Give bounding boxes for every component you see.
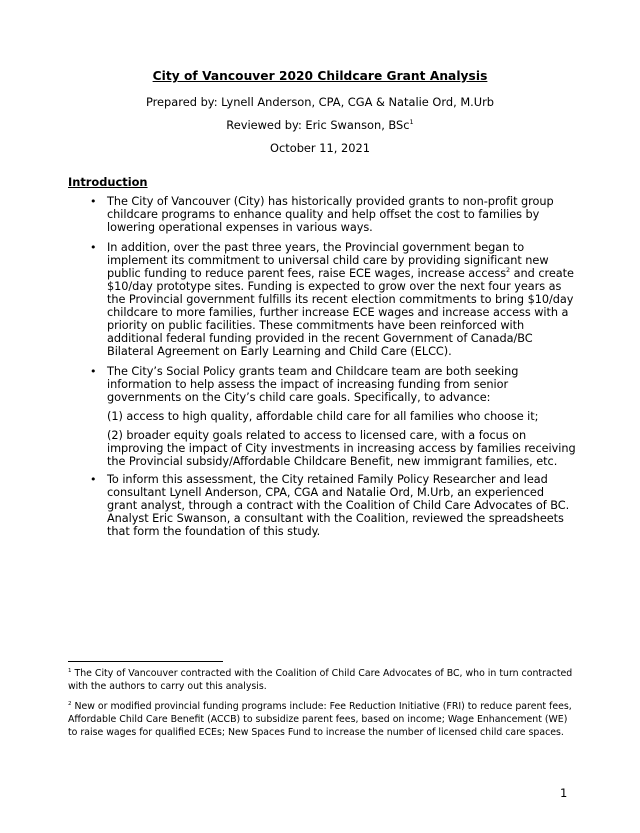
bullet-item: [90, 241, 577, 358]
bullet-item: [90, 365, 577, 468]
footnote-ref-2: 2: [506, 266, 511, 274]
bullet-paragraph: [107, 241, 577, 358]
bullet-paragraph: To inform this assessment, the City retained Family Policy Researcher and lead consultant Lynell Anderson, CPA, CGA and Natalie Ord, M.Urb, an experienced grant analyst, through a contract with the Coalition of Child Care Advocates of BC. Analyst Eric Swanson, a consultant with the Coalition, reviewed the spreadsheets that form the foundation of this study.: [107, 473, 570, 538]
reviewed-by-line: [0, 118, 640, 132]
bullet-icon: •: [90, 195, 97, 208]
reviewed-by-text: Reviewed by: Eric Swanson, BSc: [226, 118, 410, 132]
bullet-icon: •: [90, 241, 97, 254]
document-date: October 11, 2021: [270, 141, 370, 155]
footnote-ref-1: 1: [409, 118, 414, 126]
introduction-heading: Introduction: [68, 175, 148, 189]
goal-2-paragraph: (2) broader equity goals related to access to licensed care, with a focus on improving the impact of City investments in increasing access by families receiving the Provincial subsidy/Affordable Childcare Benefit, new immigrant families, etc.: [107, 429, 576, 468]
page-number: 1: [560, 786, 568, 800]
bullet-text-before-ref: In addition, over the past three years, the Provincial government began to implement its commitment to universal child care by providing significant new public funding to reduce parent fees, raise ECE wages, increase access: [107, 241, 549, 280]
bullet-icon: •: [90, 365, 97, 378]
footnote-text: New or modified provincial funding programs include: Fee Reduction Initiative (FRI) to reduce parent fees, Affordable Child Care Benefit (ACCB) to subsidize parent fees, based on income; Wage Enhancement (WE) to raise wages for qualified ECEs; New Spaces Fund to increase the number of licensed child care spaces.: [68, 701, 572, 738]
document-title: City of Vancouver 2020 Childcare Grant Analysis: [152, 69, 488, 83]
footnote-number: 2: [68, 701, 72, 707]
footnote-text: The City of Vancouver contracted with the Coalition of Child Care Advocates of BC, who in turn contracted with the authors to carry out this analysis.: [68, 668, 573, 692]
bullet-item: [90, 473, 577, 538]
footnote-2: [68, 700, 578, 739]
footnote-number: 1: [68, 668, 72, 674]
bullet-text-after-ref: and create $10/day prototype sites. Funding is expected to grow over the next four years as the Provincial government fulfills its recent election commitments to bring $10/day childcare to more families, further increase ECE wages and increase access with a priority on public facilities. These commitments have been reinforced with additional federal funding provided in the recent Government of Canada/BC Bilateral Agreement on Early Learning and Child Care (ELCC).: [107, 267, 574, 358]
footnote-1: [68, 667, 578, 693]
bullet-paragraph: The City of Vancouver (City) has historically provided grants to non-profit group childcare programs to enhance quality and help offset the cost to families by lowering operational expenses in various ways.: [107, 195, 554, 234]
goal-1-paragraph: (1) access to high quality, affordable child care for all families who choose it;: [107, 410, 539, 423]
prepared-by-line: Prepared by: Lynell Anderson, CPA, CGA & Natalie Ord, M.Urb: [145, 95, 495, 109]
bullet-paragraph: The City’s Social Policy grants team and Childcare team are both seeking information to help assess the impact of increasing funding from senior governments on the City’s child care goals. Specifically, to advance:: [107, 365, 519, 404]
footnote-separator: [68, 661, 223, 662]
bullet-icon: •: [90, 473, 97, 486]
bullet-item: [90, 195, 577, 234]
